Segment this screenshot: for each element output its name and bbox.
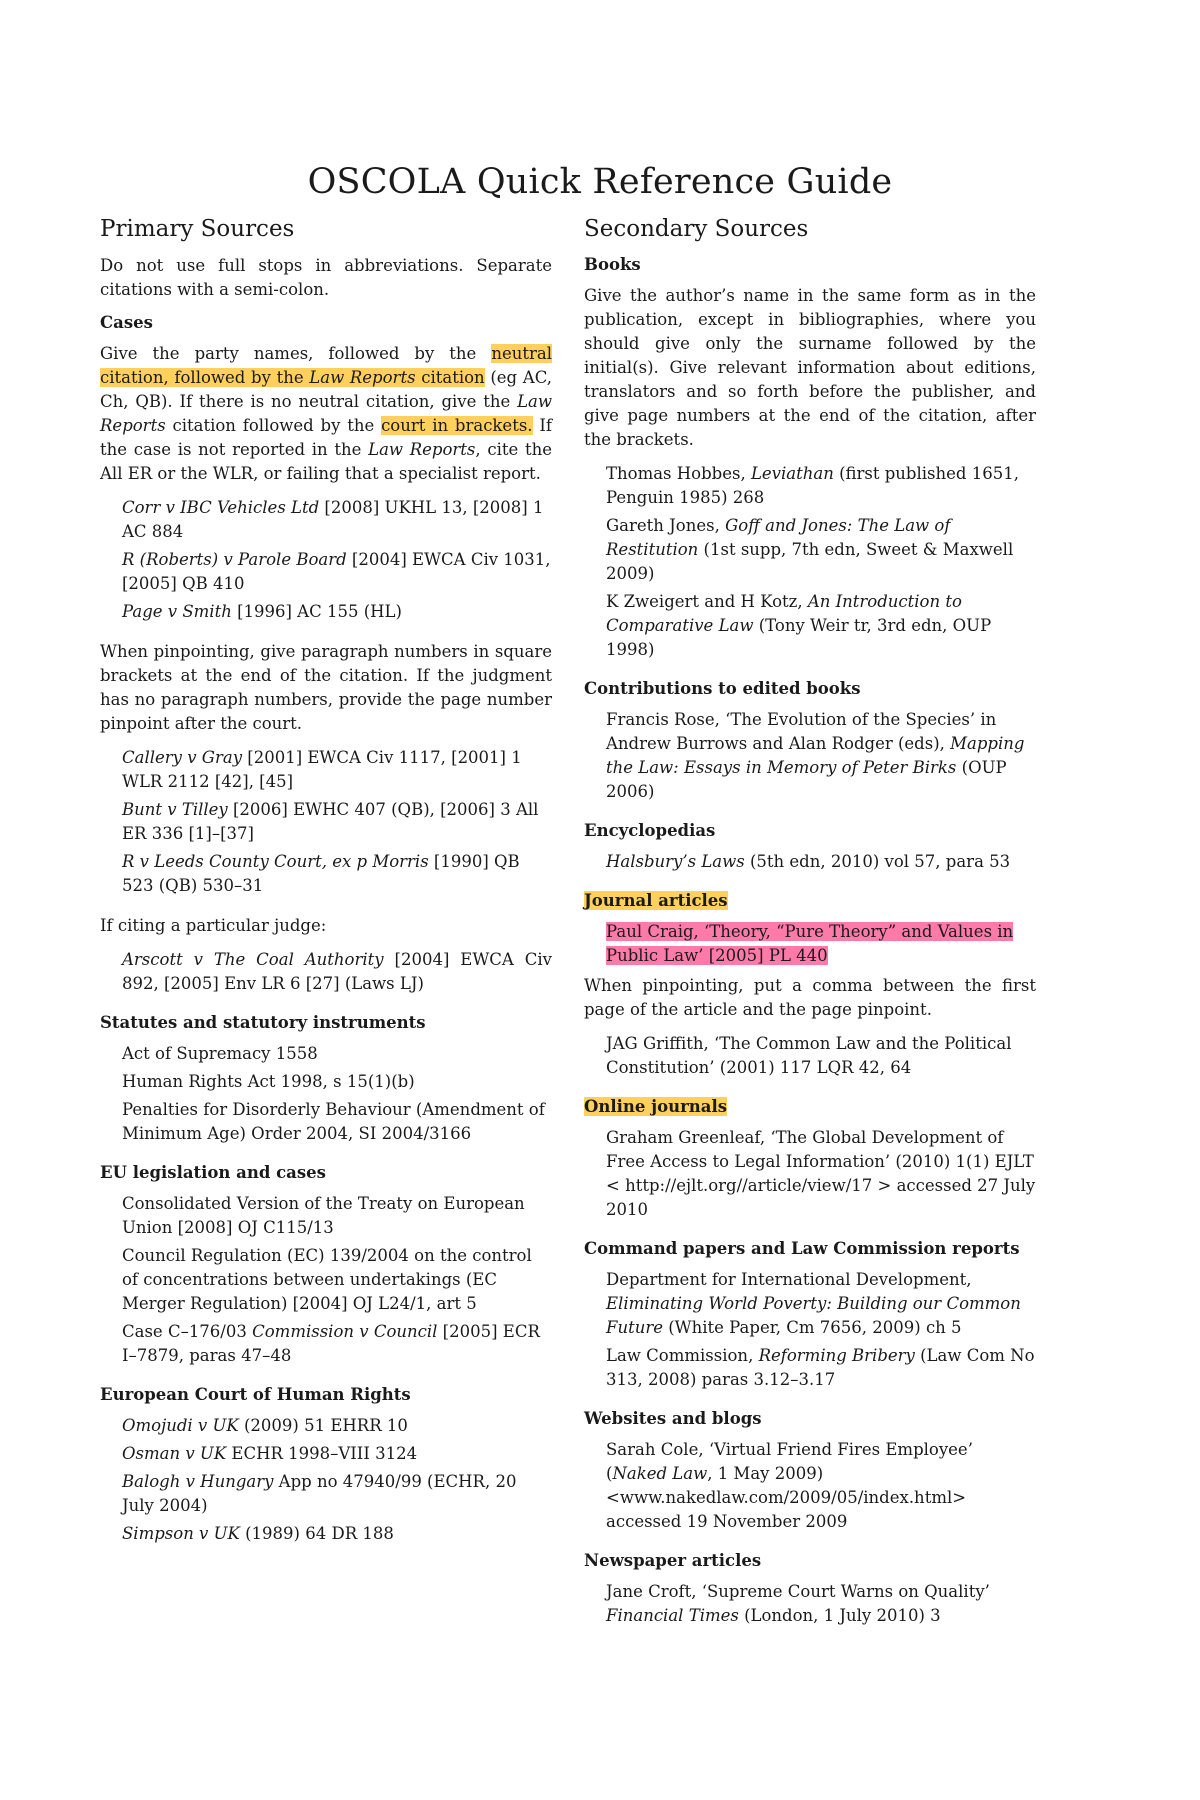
case-example: Corr v IBC Vehicles Ltd [2008] UKHL 13, [2008] 1 AC 884 <box>122 498 544 541</box>
command-example: Law Commission, Reforming Bribery (Law Com No 313, 2008) paras 3.12–3.17 <box>606 1346 1035 1389</box>
page-title: OSCOLA Quick Reference Guide <box>307 162 893 202</box>
books-paragraph: Give the author’s name in the same form as in the publication, except in bibliographies, where you should give only the surname followed by the initial(s). Give relevant information about editions, translators and so forth before the publisher, and give page numbers at the end of the citation, after the brackets. <box>584 286 1036 449</box>
secondary-sources-column <box>584 214 1036 1644</box>
cases-paragraph: Give the party names, followed by the neutral citation, followed by the Law Reports citation (eg AC, Ch, QB). If there is no neutral citation, give the Law Reports citation followed by the court in brackets. If the case is not reported in the Law Reports, cite the All ER or the WLR, or failing that a specialist report. <box>100 344 552 483</box>
websites-examples <box>606 1438 1036 1534</box>
case-example: R v Leeds County Court, ex p Morris [1990] QB 523 (QB) 530–31 <box>122 852 520 895</box>
contributions-examples <box>606 708 1036 804</box>
case-example: Bunt v Tilley [2006] EWHC 407 (QB), [2006] 3 All ER 336 [1]–[37] <box>122 800 539 843</box>
case-example: Callery v Gray [2001] EWCA Civ 1117, [2001] 1 WLR 2112 [42], [45] <box>122 748 522 791</box>
contributions-heading: Contributions to edited books <box>584 679 861 698</box>
primary-intro: Do not use full stops in abbreviations. Separate citations with a semi-colon. <box>100 256 552 299</box>
newspaper-example: Jane Croft, ‘Supreme Court Warns on Quality’ Financial Times (London, 1 July 2010) 3 <box>606 1582 990 1625</box>
highlight-journal-example: Paul Craig, ‘Theory, “Pure Theory” and Values in Public Law’ [2005] PL 440 <box>606 922 1014 965</box>
case-example: Arscott v The Coal Authority [2004] EWCA Civ 892, [2005] Env LR 6 [27] (Laws LJ) <box>122 950 552 993</box>
journal-pinpoint-paragraph: When pinpointing, put a comma between the first page of the article and the page pinpoint. <box>584 976 1036 1019</box>
journal-articles-heading: Journal articles <box>584 891 728 910</box>
pinpoint-paragraph: When pinpointing, give paragraph numbers in square brackets at the end of the citation. If the judgment has no paragraph numbers, provide the page number pinpoint after the court. <box>100 642 552 733</box>
highlight-court-in-brackets: court in brackets. <box>381 416 533 435</box>
eu-example: Case C–176/03 Commission v Council [2005] ECR I–7879, paras 47–48 <box>122 1322 540 1365</box>
secondary-sources-heading: Secondary Sources <box>584 216 809 242</box>
statute-example: Human Rights Act 1998, s 15(1)(b) <box>122 1072 415 1091</box>
eu-example: Consolidated Version of the Treaty on European Union [2008] OJ C115/13 <box>122 1194 525 1237</box>
book-example: Thomas Hobbes, Leviathan (first published 1651, Penguin 1985) 268 <box>606 464 1019 507</box>
contribution-example: Francis Rose, ‘The Evolution of the Species’ in Andrew Burrows and Alan Rodger (eds), Mapping the Law: Essays in Memory of Peter Birks (OUP 2006) <box>606 710 1025 801</box>
website-example: Sarah Cole, ‘Virtual Friend Fires Employee’ (Naked Law, 1 May 2009) <www.nakedlaw.com/2009/05/index.html> accessed 19 November 2009 <box>606 1440 973 1531</box>
book-example: Gareth Jones, Goff and Jones: The Law of Restitution (1st supp, 7th edn, Sweet & Maxwell 2009) <box>606 516 1014 583</box>
statute-example: Act of Supremacy 1558 <box>122 1044 318 1063</box>
cases-heading: Cases <box>100 313 153 332</box>
books-examples <box>606 462 1036 662</box>
echr-example: Balogh v Hungary App no 47940/99 (ECHR, 20 July 2004) <box>122 1472 517 1515</box>
command-papers-heading: Command papers and Law Commission reports <box>584 1239 1020 1258</box>
online-journals-heading: Online journals <box>584 1097 728 1116</box>
primary-sources-heading: Primary Sources <box>100 216 295 242</box>
book-example: K Zweigert and H Kotz, An Introduction to Comparative Law (Tony Weir tr, 3rd edn, OUP 1998) <box>606 592 992 659</box>
online-journal-example: Graham Greenleaf, ‘The Global Development of Free Access to Legal Information’ (2010) 1(1) EJLT < http://ejlt.org//article/view/17 > accessed 27 July 2010 <box>606 1128 1036 1219</box>
echr-examples <box>122 1414 552 1546</box>
echr-example: Omojudi v UK (2009) 51 EHRR 10 <box>122 1416 408 1435</box>
cases-examples <box>122 496 552 624</box>
encyclopedias-heading: Encyclopedias <box>584 821 716 840</box>
echr-example: Simpson v UK (1989) 64 DR 188 <box>122 1524 394 1543</box>
encyclopedias-examples <box>606 850 1036 874</box>
case-example: Page v Smith [1996] AC 155 (HL) <box>122 602 402 621</box>
echr-heading: European Court of Human Rights <box>100 1385 411 1404</box>
journal-example <box>606 920 1036 968</box>
judge-examples <box>122 948 552 996</box>
statutes-heading: Statutes and statutory instruments <box>100 1013 426 1032</box>
encyclopedia-example: Halsbury’s Laws (5th edn, 2010) vol 57, para 53 <box>606 852 1011 871</box>
online-examples <box>606 1126 1036 1222</box>
newspaper-heading: Newspaper articles <box>584 1551 762 1570</box>
eu-example: Council Regulation (EC) 139/2004 on the control of concentrations between undertakings (EC Merger Regulation) [2004] OJ L24/1, art 5 <box>122 1246 532 1313</box>
eu-heading: EU legislation and cases <box>100 1163 326 1182</box>
pinpoint-examples <box>122 746 552 898</box>
command-example: Department for International Development, Eliminating World Poverty: Building our Common Future (White Paper, Cm 7656, 2009) ch 5 <box>606 1270 1021 1337</box>
statutes-examples <box>122 1042 552 1146</box>
books-heading: Books <box>584 255 641 274</box>
command-examples <box>606 1268 1036 1392</box>
journal-pinpoint-examples <box>606 1032 1036 1080</box>
highlight-neutral-citation: neutral citation, followed by the Law Reports citation <box>100 344 552 387</box>
websites-heading: Websites and blogs <box>584 1409 762 1428</box>
newspaper-examples <box>606 1580 1036 1628</box>
primary-sources-column <box>100 214 552 1562</box>
statute-example: Penalties for Disorderly Behaviour (Amendment of Minimum Age) Order 2004, SI 2004/3166 <box>122 1100 545 1143</box>
journal-examples <box>606 920 1036 968</box>
judge-paragraph: If citing a particular judge: <box>100 916 327 935</box>
eu-examples <box>122 1192 552 1368</box>
case-example: R (Roberts) v Parole Board [2004] EWCA Civ 1031, [2005] QB 410 <box>122 550 551 593</box>
journal-example: JAG Griffith, ‘The Common Law and the Political Constitution’ (2001) 117 LQR 42, 64 <box>606 1034 1012 1077</box>
echr-example: Osman v UK ECHR 1998–VIII 3124 <box>122 1444 418 1463</box>
